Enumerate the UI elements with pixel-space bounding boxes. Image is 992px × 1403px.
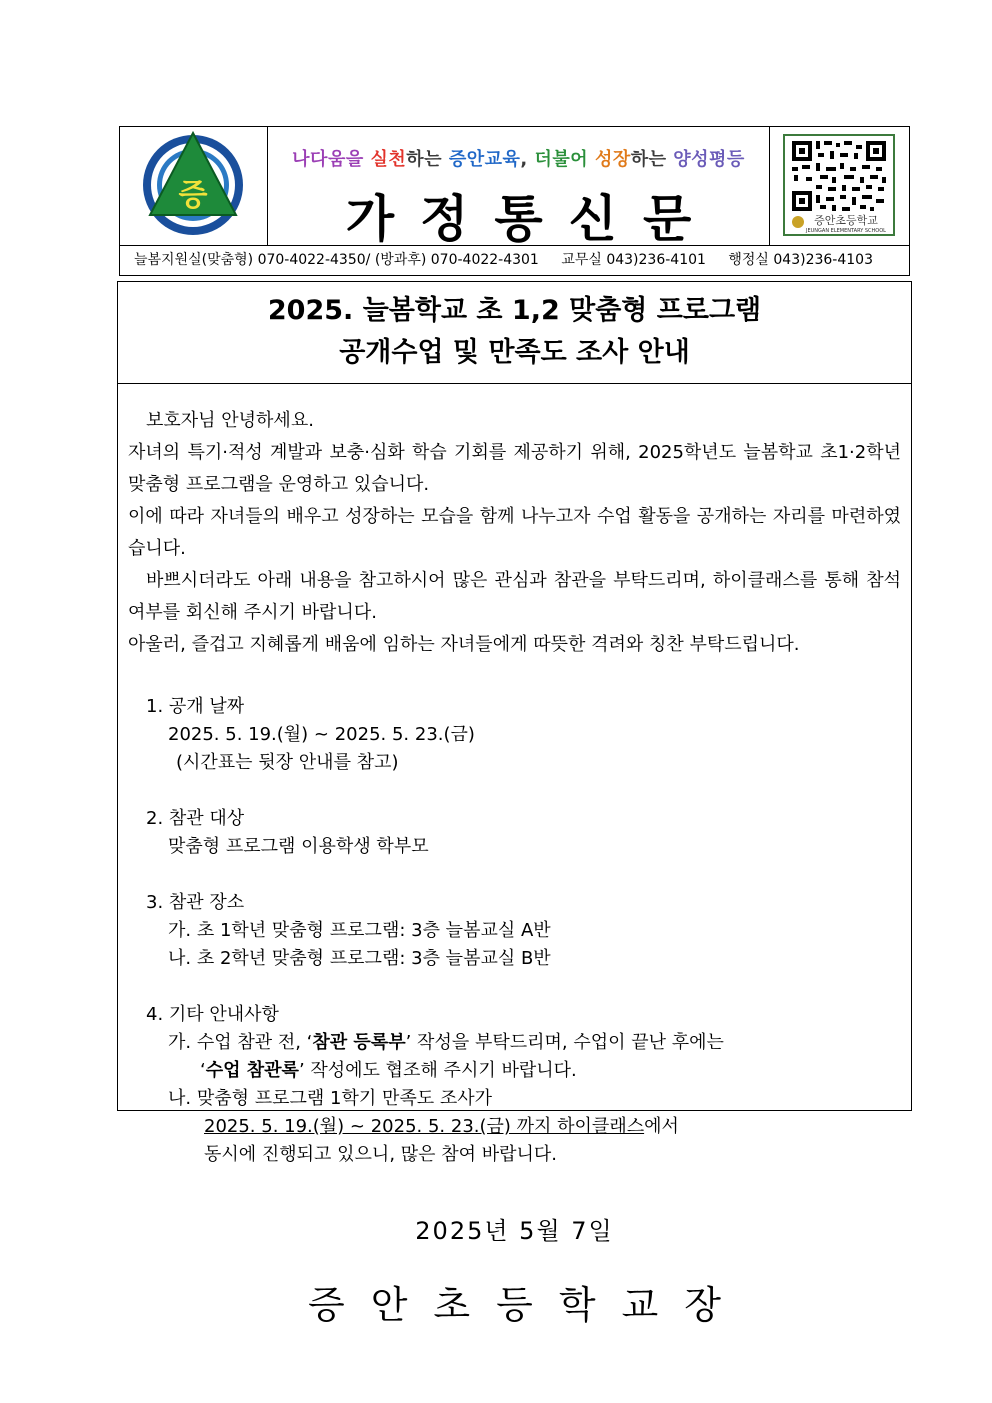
- notice-title-box: [118, 282, 911, 384]
- slogan-part: 더불어: [534, 149, 595, 170]
- notice-item-a: [128, 1029, 901, 1057]
- slogan-part: 증안교육: [448, 149, 521, 170]
- school-logo: [120, 127, 266, 243]
- contact-teachers-office: 교무실 043)236-4101: [561, 252, 706, 268]
- notice-title-line1: 2025. 늘봄학교 초 1,2 맞춤형 프로그램: [267, 295, 762, 326]
- intro-paragraph-3: 바쁘시더라도 아래 내용을 참고하시어 많은 관심과 참관을 부탁드리며, 하이클래스를 통해 참석 여부를 회신해 주시기 바랍니다.: [128, 570, 901, 623]
- intro-paragraph-2: 이에 따라 자녀들의 배우고 성장하는 모습을 함께 나누고자 수업 활동을 공개하는 자리를 마련하였습니다.: [128, 506, 901, 559]
- logo-char: 증: [178, 178, 208, 213]
- notice-item-a-cont: [128, 1057, 901, 1085]
- newsletter-title: 가정통신문: [345, 190, 718, 248]
- section-1-title: 1. 공개 날짜: [146, 696, 245, 717]
- qr-school-name-en: JEUNGAN ELEMENTARY SCHOOL: [806, 228, 886, 234]
- issue-date: 2025년 5월 7일: [415, 1217, 614, 1245]
- text-part: ‘: [200, 1060, 206, 1081]
- location-grade-1: 가. 초 1학년 맞춤형 프로그램: 3층 늘봄교실 A반: [168, 920, 551, 941]
- slogan-part: 성장: [594, 149, 631, 170]
- notice-title-line2: 공개수업 및 만족도 조사 안내: [339, 337, 690, 368]
- slogan-part: 양성평등: [673, 149, 745, 170]
- slogan-part: ,: [520, 149, 535, 170]
- greeting: 보호자님 안녕하세요.: [146, 410, 314, 431]
- slogan-part: 실천: [370, 149, 407, 170]
- qr-cell[interactable]: [769, 127, 909, 245]
- slogan-part: 나다움을: [292, 149, 371, 170]
- registration-book-label: 참관 등록부: [312, 1032, 406, 1053]
- logo-cell: [120, 127, 268, 245]
- contact-neulbom: 늘봄지원실(맞춤형) 070-4022-4350/ (방과후) 070-4022-4301: [134, 252, 539, 268]
- qr-school-name: 증안초등학교: [814, 214, 878, 227]
- observation-record-label: 수업 참관록: [205, 1060, 299, 1081]
- newsletter-header: [119, 126, 910, 276]
- intro-paragraph-1: 자녀의 특기·적성 계발과 보충·심화 학습 기회를 제공하기 위해, 2025학년도 늘봄학교 초1·2학년 맞춤형 프로그램을 운영하고 있습니다.: [128, 442, 901, 495]
- notice-body: [117, 281, 912, 1327]
- section-2-title: 2. 참관 대상: [146, 808, 245, 829]
- qr-code-icon[interactable]: [770, 127, 908, 243]
- survey-period: [128, 1113, 901, 1141]
- text-part: 에서: [644, 1116, 679, 1137]
- principal-signature: 증안초등학교장: [308, 1283, 747, 1327]
- section-3-title: 3. 참관 장소: [146, 892, 245, 913]
- survey-period-link: 2025. 5. 19.(월) ~ 2025. 5. 23.(금) 까지 하이클래스: [204, 1116, 645, 1137]
- slogan-part: 하는: [406, 149, 449, 170]
- contact-bar: [120, 245, 909, 275]
- slogan-part: 하는: [630, 149, 674, 170]
- contact-admin-office: 행정실 043)236-4103: [728, 252, 873, 268]
- header-center: [268, 127, 769, 248]
- text-part: 가. 수업 참관 전, ‘: [168, 1032, 313, 1053]
- school-slogan: [268, 145, 769, 171]
- text-part: ’ 작성에도 협조해 주시기 바랍니다.: [298, 1060, 577, 1081]
- location-grade-2: 나. 초 2학년 맞춤형 프로그램: 3층 늘봄교실 B반: [168, 948, 551, 969]
- notice-item-b: 나. 맞춤형 프로그램 1학기 만족도 조사가: [168, 1088, 492, 1109]
- intro-paragraph-4: 아울러, 즐겁고 지혜롭게 배움에 임하는 자녀들에게 따뜻한 격려와 칭찬 부탁드립니다.: [128, 634, 800, 655]
- open-date: 2025. 5. 19.(월) ~ 2025. 5. 23.(금): [168, 724, 475, 745]
- section-4-title: 4. 기타 안내사항: [146, 1004, 279, 1025]
- notice-content: [118, 384, 911, 1329]
- schedule-note: (시간표는 뒷장 안내를 참고): [176, 752, 399, 773]
- text-part: ’ 작성을 부탁드리며, 수업이 끝난 후에는: [405, 1032, 724, 1053]
- audience-text: 맞춤형 프로그램 이용학생 학부모: [168, 836, 429, 857]
- notice-item-b-cont: 동시에 진행되고 있으니, 많은 참여 바랍니다.: [204, 1144, 558, 1165]
